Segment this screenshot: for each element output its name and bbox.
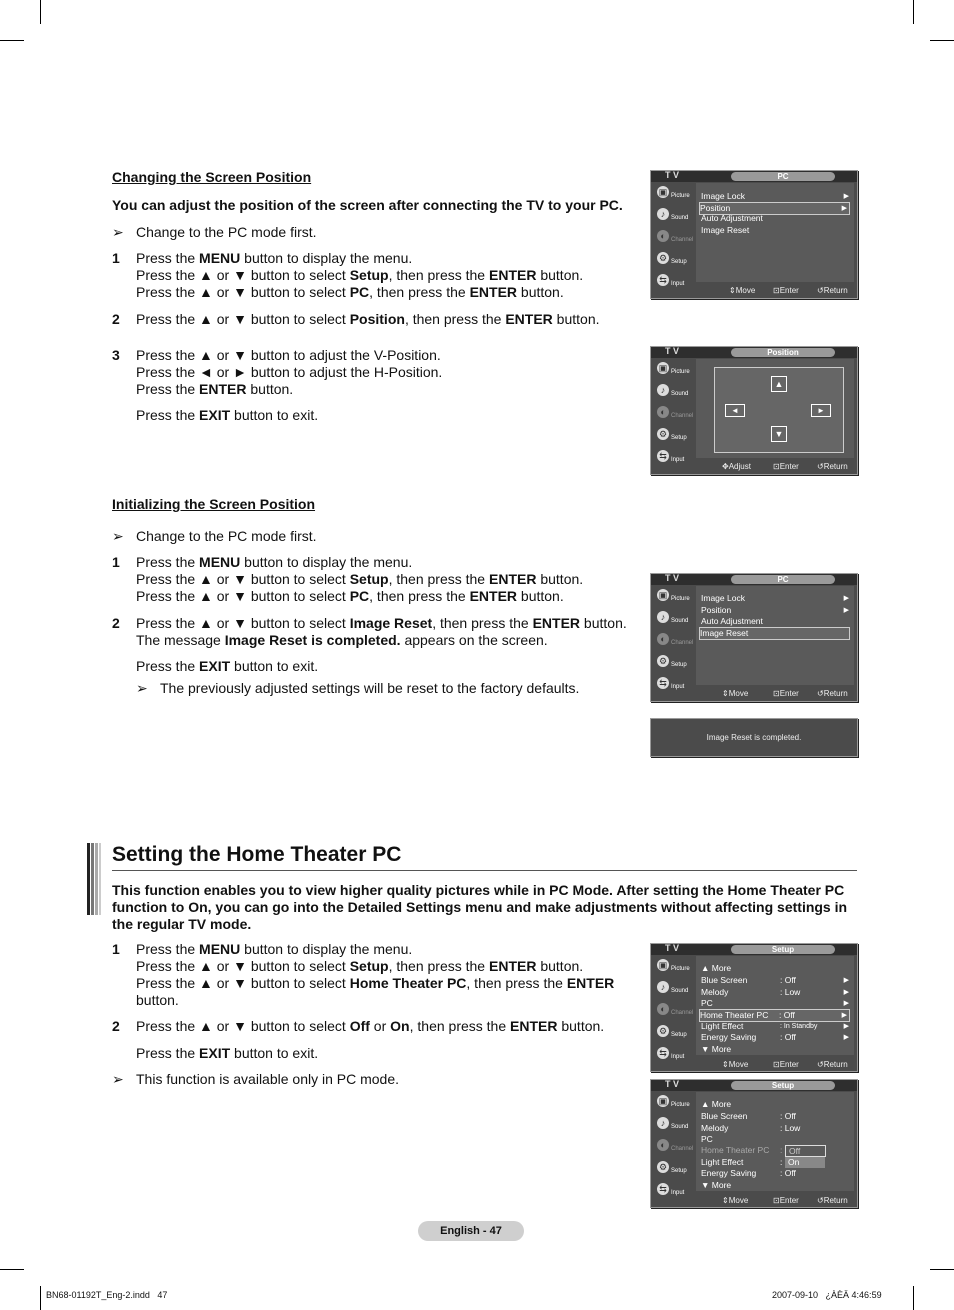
osd-position-menu [650, 346, 858, 475]
osd-titlebar [651, 944, 857, 955]
sidebar-label: Sound [671, 215, 689, 221]
step-number: 2 [112, 615, 120, 631]
enter-hint: ⊡ Enter [773, 1196, 799, 1205]
step-line: Press the MENU button to display the menu. [136, 941, 413, 957]
step-line: Press the ENTER button. [136, 381, 294, 397]
exit-instruction: Press the EXIT button to exit. [136, 658, 319, 674]
menu-item-pc[interactable]: PC [701, 1134, 713, 1144]
step-line: Press the ▲ or ▼ button to select PC, then press the ENTER button. [136, 588, 564, 604]
osd-pc-menu [650, 573, 858, 702]
tv-label: T V [665, 943, 680, 953]
menu-item-home-theater-pc[interactable]: Home Theater PC : [701, 1145, 783, 1155]
triangle-right-icon: ▶ [843, 193, 849, 200]
arrow-icon: ➢ [112, 1071, 124, 1087]
sidebar-label: Setup [671, 435, 687, 441]
sidebar-item-setup[interactable] [652, 425, 694, 447]
channel-icon: ◐ [657, 230, 669, 242]
tv-label: T V [665, 346, 680, 356]
triangle-right-icon: ▶ [841, 1012, 847, 1019]
input-icon: ⇆ [657, 677, 669, 689]
menu-item-image-lock[interactable]: Image Lock ▶ [701, 593, 849, 603]
sidebar-label: Input [671, 281, 685, 287]
return-hint: ↺ Return [817, 1196, 848, 1205]
osd-hint-bar [696, 285, 854, 296]
step-number: 1 [112, 941, 120, 957]
input-icon: ⇆ [657, 450, 669, 462]
step-line: Press the ▲ or ▼ button to select Image Reset, then press the ENTER button. [136, 615, 627, 631]
return-hint: ↺ Return [817, 1060, 848, 1069]
menu-item-position[interactable]: Position ▶ [699, 202, 850, 215]
triangle-right-icon: ▶ [843, 595, 849, 602]
osd-titlebar [651, 347, 857, 358]
menu-item-melody[interactable]: Melody : Low [701, 1123, 801, 1133]
sidebar-label: Sound [671, 1124, 689, 1130]
more-up[interactable]: ▲ More [701, 963, 732, 973]
channel-icon: ◐ [657, 1139, 669, 1151]
crop-mark [0, 1269, 24, 1270]
arrow-icon: ➢ [112, 528, 124, 544]
osd-setup-menu [650, 943, 858, 1072]
intro-text: This function enables you to view higher quality pictures while in PC Mode. After setting the Home Theater PC function to On, you can go into the Detailed Settings menu and make adjustments without affecting settings in the regular TV mode. [112, 882, 848, 932]
crop-mark [0, 40, 24, 41]
step-text [136, 347, 442, 398]
step-line: Press the MENU button to display the menu. [136, 250, 413, 266]
step-text [136, 311, 600, 328]
channel-icon: ◐ [657, 633, 669, 645]
exit-instruction: Press the EXIT button to exit. [136, 1045, 319, 1061]
step-line: Press the ▲ or ▼ button to select Off or On, then press the ENTER button. [136, 1018, 605, 1034]
move-hint: ⇕ Move [722, 1196, 749, 1205]
step-text [136, 1018, 604, 1035]
sidebar-item-channel[interactable] [652, 227, 694, 249]
enter-hint: ⊡ Enter [773, 1060, 799, 1069]
sidebar-label: Channel [671, 413, 694, 419]
sidebar-label: Picture [671, 193, 690, 199]
sidebar-item-input[interactable] [652, 447, 694, 469]
step-line: Press the ▲ or ▼ button to select Setup, then press the ENTER button. [136, 267, 584, 283]
menu-title: PC [731, 575, 835, 584]
section-marker [87, 843, 101, 915]
sound-icon: ♪ [657, 981, 669, 993]
sidebar-label: Setup [671, 1168, 687, 1174]
sidebar-label: Channel [671, 237, 694, 243]
sidebar-item-channel[interactable] [652, 403, 694, 425]
osd-sidebar [652, 1092, 694, 1202]
sidebar-item-sound[interactable] [652, 381, 694, 403]
menu-item-energy-saving[interactable]: Energy Saving : Off ▶ [701, 1032, 849, 1042]
more-up[interactable]: ▲ More [701, 1099, 732, 1109]
menu-item-pc[interactable]: PC ▶ [701, 998, 849, 1008]
sound-icon: ♪ [657, 611, 669, 623]
menu-item-blue-screen[interactable]: Blue Screen : Off ▶ [701, 975, 849, 985]
sidebar-item-sound[interactable] [652, 1114, 694, 1136]
divider [112, 870, 857, 871]
section-heading: Initializing the Screen Position [112, 496, 316, 512]
sidebar-label: Channel [671, 1010, 694, 1016]
osd-hint-bar [696, 1059, 854, 1070]
sidebar-label: Setup [671, 1032, 687, 1038]
setup-icon: ⚙ [658, 253, 668, 263]
input-icon: ⇆ [657, 1183, 669, 1195]
step-line: Press the ▲ or ▼ button to adjust the V-Position. [136, 347, 441, 363]
sidebar-item-channel[interactable] [652, 1000, 694, 1022]
picture-icon: ▣ [658, 590, 668, 600]
menu-title: Setup [731, 1081, 835, 1090]
step-line: Press the ▲ or ▼ button to select Setup, then press the ENTER button. [136, 571, 584, 587]
position-frame [714, 367, 844, 453]
menu-item-auto-adjustment[interactable]: Auto Adjustment [701, 616, 763, 626]
sidebar-label: Input [671, 684, 685, 690]
crop-mark [930, 40, 954, 41]
menu-item-image-reset[interactable]: Image Reset [701, 225, 750, 235]
osd-sidebar [652, 183, 694, 293]
input-icon: ⇆ [657, 274, 669, 286]
sidebar-item-input[interactable] [652, 1044, 694, 1066]
osd-panel [696, 183, 854, 282]
note [112, 224, 317, 241]
menu-item-position[interactable]: Position ▶ [701, 605, 849, 615]
menu-item-light-effect[interactable]: Light Effect : In Standby ▶ [701, 1021, 849, 1031]
menu-item-melody[interactable]: Melody : Low ▶ [701, 987, 849, 997]
picture-icon: ▣ [658, 960, 668, 970]
osd-titlebar [651, 574, 857, 585]
more-down[interactable]: ▼ More [701, 1180, 732, 1190]
menu-item-image-lock[interactable]: Image Lock ▶ [701, 191, 849, 201]
triangle-right-icon: ▶ [843, 1034, 849, 1041]
move-hint: ⇕ Move [722, 1060, 749, 1069]
sidebar-label: Channel [671, 640, 694, 646]
menu-item-home-theater-pc[interactable]: Home Theater PC : Off ▶ [699, 1009, 850, 1022]
sidebar-label: Input [671, 1190, 685, 1196]
print-date: 2007-09-10 ¿ÀÈÄ 4:46:59 [772, 1290, 882, 1300]
step-line: Press the MENU button to display the menu. [136, 554, 413, 570]
osd-sidebar [652, 956, 694, 1066]
sidebar-item-setup[interactable] [652, 1158, 694, 1180]
menu-title: Setup [731, 945, 835, 954]
sidebar-item-picture[interactable] [652, 359, 694, 381]
step-line: Press the ▲ or ▼ button to select Home Theater PC, then press the ENTER [136, 975, 615, 991]
menu-item-blue-screen[interactable]: Blue Screen : Off [701, 1111, 796, 1121]
enter-hint: ⊡ Enter [773, 689, 799, 698]
sidebar-item-input[interactable] [652, 674, 694, 696]
sidebar-item-channel[interactable] [652, 1136, 694, 1158]
sidebar-label: Sound [671, 391, 689, 397]
sidebar-label: Picture [671, 369, 690, 375]
move-hint: ⇕ Move [729, 286, 756, 295]
note-text: The previously adjusted settings will be reset to the factory defaults. [160, 680, 580, 696]
sidebar-label: Sound [671, 618, 689, 624]
message-box [650, 718, 858, 757]
enter-hint: ⊡ Enter [773, 286, 799, 295]
sidebar-item-setup[interactable] [652, 249, 694, 271]
step-line: button. [136, 992, 179, 1008]
step-line: The message Image Reset is completed. appears on the screen. [136, 632, 548, 648]
step-number: 2 [112, 1018, 120, 1034]
return-hint: ↺ Return [817, 462, 848, 471]
triangle-right-icon: ▶ [843, 989, 849, 996]
step-text [136, 554, 583, 605]
arrow-down-icon[interactable]: ▼ [771, 426, 787, 442]
step-number: 1 [112, 250, 120, 266]
sidebar-item-picture[interactable] [652, 1092, 694, 1114]
osd-panel [696, 956, 854, 1055]
channel-icon: ◐ [657, 1003, 669, 1015]
tv-label: T V [665, 573, 680, 583]
triangle-right-icon: ▶ [843, 1023, 849, 1030]
osd-sidebar [652, 586, 694, 696]
setup-icon: ⚙ [658, 429, 668, 439]
arrow-icon: ➢ [136, 680, 148, 696]
osd-pc-menu [650, 170, 858, 299]
sub-note [136, 680, 579, 697]
note-text: This function is available only in PC mode. [136, 1071, 400, 1087]
note-text: Change to the PC mode first. [136, 224, 317, 240]
arrow-right-icon[interactable]: ► [811, 404, 831, 417]
setup-icon: ⚙ [658, 1026, 668, 1036]
menu-item-auto-adjustment[interactable]: Auto Adjustment [701, 213, 763, 223]
note [112, 1071, 399, 1088]
arrow-up-icon[interactable]: ▲ [771, 376, 787, 392]
move-hint: ⇕ Move [722, 689, 749, 698]
sidebar-item-channel[interactable] [652, 630, 694, 652]
note-text: Change to the PC mode first. [136, 528, 317, 544]
return-hint: ↺ Return [817, 286, 848, 295]
step-line: Press the ◄ or ► button to adjust the H-Position. [136, 364, 443, 380]
osd-panel [696, 1092, 854, 1191]
sidebar-item-sound[interactable] [652, 205, 694, 227]
sidebar-item-sound[interactable] [652, 608, 694, 630]
picture-icon: ▣ [658, 187, 668, 197]
message-text: Image Reset is completed. [706, 733, 802, 742]
sidebar-label: Picture [671, 1102, 690, 1108]
note [112, 528, 317, 545]
crop-mark [930, 1269, 954, 1270]
menu-title: PC [731, 172, 835, 181]
tv-label: T V [665, 1079, 680, 1089]
osd-sidebar [652, 359, 694, 469]
adjust-hint: ✥ Adjust [722, 462, 751, 471]
sidebar-item-setup[interactable] [652, 652, 694, 674]
sidebar-item-sound[interactable] [652, 978, 694, 1000]
crop-mark [913, 1286, 914, 1310]
step-line: Press the ▲ or ▼ button to select Position, then press the ENTER button. [136, 311, 600, 327]
osd-panel [696, 586, 854, 685]
osd-hint-bar [696, 1195, 854, 1206]
sidebar-label: Setup [671, 662, 687, 668]
step-number: 2 [112, 311, 120, 327]
intro-text: You can adjust the position of the screen after connecting the TV to your PC. [112, 197, 623, 213]
section-title: Setting the Home Theater PC [112, 843, 402, 866]
sidebar-label: Input [671, 457, 685, 463]
osd-panel [696, 359, 854, 458]
osd-titlebar [651, 171, 857, 182]
sound-icon: ♪ [657, 1117, 669, 1129]
triangle-right-icon: ▶ [843, 607, 849, 614]
input-icon: ⇆ [657, 1047, 669, 1059]
crop-mark [40, 1286, 41, 1310]
osd-titlebar [651, 1080, 857, 1091]
triangle-right-icon: ▶ [843, 1000, 849, 1007]
step-text [136, 941, 614, 1009]
sidebar-label: Picture [671, 596, 690, 602]
step-line: Press the ▲ or ▼ button to select PC, then press the ENTER button. [136, 284, 564, 300]
menu-item-image-reset[interactable]: Image Reset [699, 627, 850, 640]
sidebar-item-picture[interactable] [652, 956, 694, 978]
osd-hint-bar [696, 688, 854, 699]
option-off[interactable]: Off [785, 1145, 826, 1157]
sidebar-item-setup[interactable] [652, 1022, 694, 1044]
sidebar-label: Input [671, 1054, 685, 1060]
sidebar-label: Sound [671, 988, 689, 994]
step-number: 3 [112, 347, 120, 363]
sidebar-item-picture[interactable] [652, 586, 694, 608]
setup-icon: ⚙ [658, 1162, 668, 1172]
option-on[interactable]: On [785, 1157, 825, 1168]
arrow-left-icon[interactable]: ◄ [725, 404, 745, 417]
more-down[interactable]: ▼ More [701, 1044, 732, 1054]
osd-setup-menu [650, 1079, 858, 1208]
sidebar-item-input[interactable] [652, 1180, 694, 1202]
sound-icon: ♪ [657, 208, 669, 220]
arrow-icon: ➢ [112, 224, 124, 240]
crop-mark [913, 0, 914, 24]
picture-icon: ▣ [658, 363, 668, 373]
step-line: Press the ▲ or ▼ button to select Setup, then press the ENTER button. [136, 958, 584, 974]
triangle-right-icon: ▶ [841, 205, 847, 212]
channel-icon: ◐ [657, 406, 669, 418]
step-number: 1 [112, 554, 120, 570]
sound-icon: ♪ [657, 384, 669, 396]
triangle-right-icon: ▶ [843, 977, 849, 984]
exit-instruction: Press the EXIT button to exit. [136, 407, 319, 423]
setup-icon: ⚙ [658, 656, 668, 666]
sidebar-label: Setup [671, 259, 687, 265]
menu-item-light-effect[interactable]: Light Effect : [701, 1157, 783, 1167]
file-name: BN68-01192T_Eng-2.indd 47 [46, 1290, 168, 1300]
sidebar-item-picture[interactable] [652, 183, 694, 205]
crop-mark [40, 0, 41, 24]
picture-icon: ▣ [658, 1096, 668, 1106]
menu-item-energy-saving[interactable]: Energy Saving : Off [701, 1168, 796, 1178]
step-text [136, 250, 583, 301]
enter-hint: ⊡ Enter [773, 462, 799, 471]
sidebar-label: Channel [671, 1146, 694, 1152]
menu-title: Position [731, 348, 835, 357]
sidebar-label: Picture [671, 966, 690, 972]
step-text [136, 615, 627, 649]
return-hint: ↺ Return [817, 689, 848, 698]
sidebar-item-input[interactable] [652, 271, 694, 293]
section-heading: Changing the Screen Position [112, 169, 312, 185]
tv-label: T V [665, 170, 680, 180]
osd-hint-bar [696, 461, 854, 472]
page-number: English - 47 [418, 1221, 524, 1241]
